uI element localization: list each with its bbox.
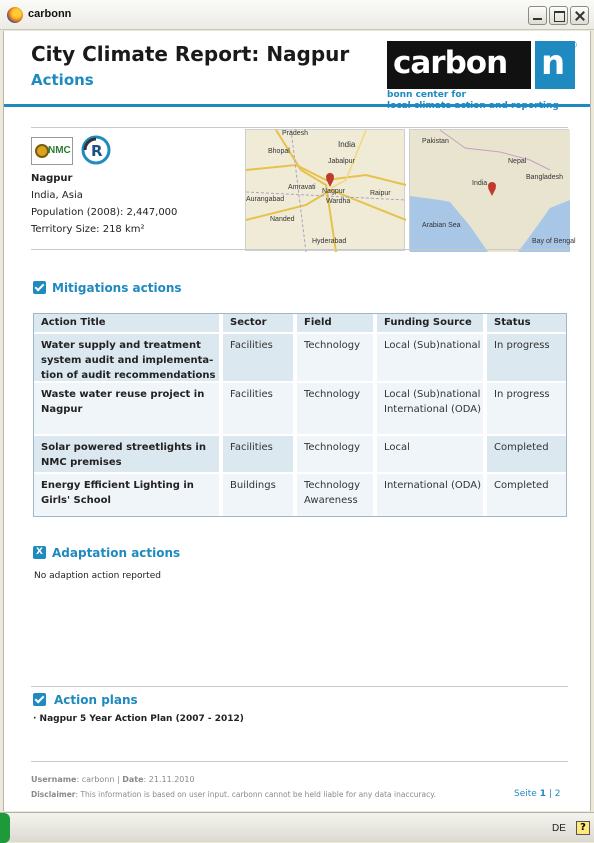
column-header: Action Title [34, 314, 219, 332]
table-cell-funding: Local (Sub)national [377, 334, 483, 381]
map-label: Aurangabad [246, 196, 285, 203]
svg-text:R: R [91, 142, 103, 160]
city-population: Population (2008): 2,447,000 [31, 207, 178, 218]
table-cell-field: Technology [297, 334, 373, 381]
logo-n-badge: n [535, 41, 575, 89]
mitigation-table [33, 313, 567, 517]
username-value: carbonn [81, 775, 115, 784]
table-cell-sector: Facilities [223, 383, 293, 434]
info-top-divider [31, 127, 568, 128]
date-value: 21.11.2010 [148, 775, 195, 784]
cross-icon: X [33, 546, 46, 559]
table-cell-funding: Local [377, 436, 483, 472]
table-cell-sector: Facilities [223, 334, 293, 381]
reporting-badge-icon [81, 135, 111, 165]
page-current-link[interactable]: 1 [539, 789, 546, 799]
map-label: Arabian Sea [422, 222, 461, 229]
table-cell-sector: Facilities [223, 436, 293, 472]
region-map-shape [410, 130, 570, 252]
map-label: Bangladesh [526, 174, 563, 181]
map-label: Nanded [270, 216, 295, 223]
page-label: Seite [514, 789, 537, 799]
map-label: Amravati [288, 184, 316, 191]
footer-disclaimer: Disclaimer: This information is based on user input. carbonn cannot be held liable for any data inaccuracy. [31, 790, 437, 799]
nmc-seal-icon [35, 144, 49, 158]
date-label: Date [122, 775, 144, 784]
table-cell-funding: Local (Sub)national International (ODA) [377, 383, 483, 434]
table-cell-sector: Buildings [223, 474, 293, 516]
table-cell-field: Technology [297, 383, 373, 434]
map-label: Raipur [370, 190, 391, 197]
map-label: Hyderabad [312, 238, 347, 245]
window-title: carbonn [28, 8, 72, 20]
table-cell-field: Technology [297, 436, 373, 472]
username-label: Username [31, 775, 77, 784]
help-icon[interactable]: ? [576, 821, 590, 835]
nmc-logo [31, 137, 73, 165]
column-header: Sector [223, 314, 293, 332]
column-header: Funding Source [377, 314, 483, 332]
map-label: Wardha [326, 198, 351, 205]
map-label: Bay of Bengal [532, 238, 576, 245]
disclaimer-text: This information is based on user input. carbonn cannot be held liable for any data inaccuracy. [80, 790, 437, 799]
table-cell-funding: International (ODA) [377, 474, 483, 516]
map-label: Pradesh [282, 130, 309, 137]
india-map[interactable] [245, 129, 405, 251]
page-total-link[interactable]: 2 [554, 789, 561, 799]
status-grip [0, 813, 10, 843]
plan-list-item[interactable]: · Nagpur 5 Year Action Plan (2007 - 2012) [33, 714, 244, 724]
city-name: Nagpur [31, 173, 73, 184]
map-label: Nepal [508, 158, 527, 165]
minimize-button[interactable] [528, 6, 547, 25]
table-row-title: Waste water reuse project in Nagpur [34, 383, 219, 434]
logo-wordmark: carbon [393, 45, 508, 81]
header-divider [4, 104, 590, 107]
disclaimer-label: Disclaimer [31, 790, 76, 799]
city-territory: Territory Size: 218 km² [31, 224, 145, 235]
map-label: Pakistan [422, 138, 449, 145]
table-cell-field: Technology Awareness [297, 474, 373, 516]
table-cell-status: Completed [487, 474, 566, 516]
page-subtitle: Actions [31, 71, 94, 89]
table-row-title: Energy Efficient Lighting in Girls' School [34, 474, 219, 516]
report-page [3, 31, 591, 811]
firefox-icon [7, 7, 23, 23]
map-label: Bhopal [268, 148, 290, 155]
map-label: Nagpur [322, 188, 345, 195]
table-row-title: Solar powered streetlights in NMC premises [34, 436, 219, 472]
footer-divider [31, 761, 568, 762]
adaptation-empty-text: No adaption action reported [34, 571, 161, 581]
logo-tagline-1: bonn center for [387, 90, 466, 100]
column-header: Field [297, 314, 373, 332]
checkbox-icon [33, 693, 46, 706]
mitigation-heading: Mitigations actions [52, 281, 182, 295]
maximize-button[interactable] [549, 6, 568, 25]
table-cell-status: Completed [487, 436, 566, 472]
registered-mark: ® [569, 41, 578, 51]
page-navigation: Seite 1 | 2 [514, 789, 561, 799]
map-label: India [338, 140, 356, 149]
nmc-logo-text: NMC [48, 145, 71, 156]
region-map[interactable] [409, 129, 576, 251]
table-cell-status: In progress [487, 383, 566, 434]
language-indicator[interactable]: DE [552, 823, 566, 834]
adaptation-heading: Adaptation actions [52, 546, 181, 560]
checkbox-icon [33, 281, 46, 294]
status-bar [0, 812, 594, 842]
table-row-title: Water supply and treatment system audit and implementa-tion of audit recommendations [34, 334, 219, 381]
info-bottom-divider [31, 249, 568, 250]
close-button[interactable] [570, 6, 589, 25]
map-label: India [472, 180, 488, 187]
column-header: Status [487, 314, 566, 332]
city-region: India, Asia [31, 190, 83, 201]
plans-heading: Action plans [54, 693, 138, 707]
footer-user-line: Username: carbonn | Date: 21.11.2010 [31, 775, 195, 784]
table-cell-status: In progress [487, 334, 566, 381]
page-title: City Climate Report: Nagpur [31, 42, 350, 66]
map-label: Jabalpur [328, 158, 355, 165]
window-titlebar [0, 0, 594, 30]
plans-divider [31, 686, 568, 687]
